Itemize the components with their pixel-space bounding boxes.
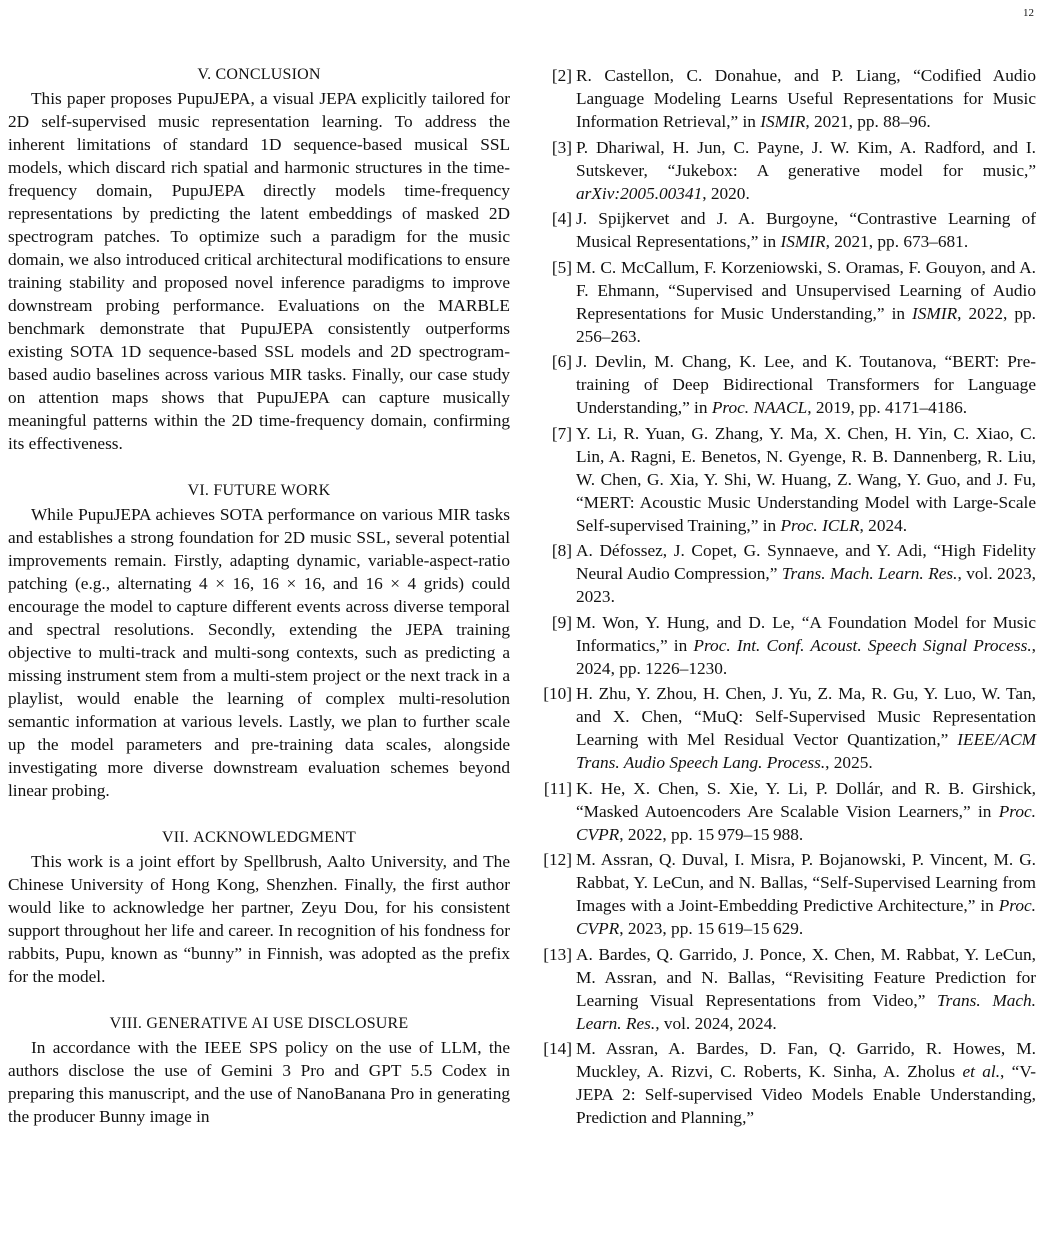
reference-number: [9]: [551, 612, 572, 632]
paragraph: This paper proposes PupuJEPA, a visual JEPA explicitly tailored for 2D self-supervised music representation learning. To address the inherent limitations of standard 1D sequence-based musical SSL models, which discard rich spatial and harmonic structures in the time-frequency domain, PupuJEPA directly models time-frequency representations by predicting the latent embeddings of masked 2D spectrogram patches. To optimize such a paradigm for the music domain, we also introduced critical architectural modifications to ensure training stability and proposed novel inference paradigms to improve downstream probing performance. Evaluations on the MARBLE benchmark demonstrate that PupuJEPA consistently outperforms existing SOTA 1D sequence-based SSL models and 2D spectrogram-based audio baselines across various MIR tasks. Finally, our case study on attention maps shows that PupuJEPA can capture musically meaningful patterns within the 2D time-frequency domain, confirming its effectiveness.: [8, 89, 510, 453]
reference-item: [540, 539, 1036, 608]
reference-number: [12]: [543, 850, 572, 869]
section-numeral: VIII.: [109, 1015, 143, 1032]
reference-tail: , vol. 2024, 2024.: [655, 1013, 777, 1033]
reference-tail: , 2021, pp. 88–96.: [805, 112, 931, 131]
reference-text: M. Assran, Q. Duval, I. Misra, P. Bojanowski, P. Vincent, M. G. Rabbat, Y. LeCun, and N. Ballas, “Self-Supervised Learning from Images with a Joint-Embedding Predictive Architecture,” in: [576, 850, 1036, 915]
reference-item: [540, 848, 1036, 940]
reference-tail: , 2023, pp. 15 619–15 629.: [619, 919, 804, 938]
paragraph: This work is a joint effort by Spellbrush, Aalto University, and The Chinese University of Hong Kong, Shenzhen. Finally, the first author would like to acknowledge her partner, Zeyu Dou, for his consistent support throughout her life and career. In recognition of his fondness for rabbits, Pupu, known as “bunny” in Finnish, was adopted as the prefix for the model.: [8, 852, 510, 986]
section-acknowledgment: [8, 827, 510, 988]
reference-tail: , 2022, pp. 15 979–15 988.: [619, 824, 804, 844]
references-column: [540, 64, 1036, 1132]
reference-number: [5]: [551, 257, 572, 277]
reference-text: P. Dhariwal, H. Jun, C. Payne, J. W. Kim, A. Radford, and I. Sutskever, “Jukebox: A generative model for music,”: [576, 137, 1036, 180]
reference-text: K. He, X. Chen, S. Xie, Y. Li, P. Dollár, and R. B. Girshick, “Masked Autoencoders Are Scalable Vision Learners,” in: [576, 778, 1036, 821]
section-heading: [8, 827, 510, 849]
section-generative-ai-disclosure: [8, 1013, 510, 1128]
reference-venue: Trans. Mach. Learn. Res.: [781, 564, 958, 583]
reference-venue: Proc. Int. Conf. Acoust. Speech Signal Process.: [693, 635, 1032, 655]
reference-text: J. Devlin, M. Chang, K. Lee, and K. Toutanova, “BERT: Pre-training of Deep Bidirectional Transformers for Language Understanding,” in: [576, 352, 1036, 417]
section-title-initial: C: [215, 66, 227, 83]
reference-item: [540, 611, 1036, 680]
section-heading: [8, 1013, 510, 1035]
reference-venue: Proc. NAACL: [711, 398, 808, 417]
reference-number: [6]: [551, 352, 572, 371]
reference-venue: ISMIR: [760, 112, 806, 131]
reference-text: M. C. McCallum, F. Korzeniowski, S. Oramas, F. Gouyon, and A. F. Ehmann, “Supervised and Unsupervised Learning of Audio Representations for Music Understanding,” in: [576, 257, 1036, 323]
reference-tail: , 2019, pp. 4171–4186.: [807, 398, 968, 417]
reference-item: [540, 207, 1036, 253]
reference-number: [8]: [551, 541, 572, 560]
reference-venue: Trans. Mach. Learn. Res.: [576, 990, 1036, 1033]
reference-text: A. Défossez, J. Copet, G. Synnaeve, and Y. Adi, “High Fidelity Neural Audio Compression,”: [576, 541, 1036, 583]
reference-item: [540, 256, 1036, 348]
reference-tail: , vol. 2023, 2023.: [576, 564, 1037, 606]
reference-venue: Proc. ICLR: [780, 515, 860, 535]
reference-item: [540, 943, 1036, 1035]
section-numeral: V.: [197, 66, 212, 83]
paragraph: While PupuJEPA achieves SOTA performance on various MIR tasks and establishes a strong foundation for 2D music SSL, several potential improvements remain. Firstly, adapting dynamic, variable-aspect-ratio patching (e.g., alternating 4 × 16, 16 × 16, and 16 × 4 grids) could encourage the model to capture different events across diverse temporal and spectral resolutions. Secondly, extending the JEPA training objective to multi-track and multi-song contexts, such as predicting a missing instrument stem from a multi-stem project or the next track in a playlist, would enable the learning of complex multi-resolution semantic information at various levels. Lastly, we plan to further scale up the model parameters and pre-training data scales, alongside investigating more diverse downstream evaluation schemes beyond linear probing.: [8, 505, 510, 800]
reference-number: [2]: [551, 66, 572, 85]
reference-text: A. Bardes, Q. Garrido, J. Ponce, X. Chen, M. Rabbat, Y. LeCun, M. Assran, and N. Ballas, “Revisiting Feature Prediction for Learning Visual Representations from Video,”: [576, 944, 1036, 1010]
section-heading: [8, 64, 510, 86]
paragraph: In accordance with the IEEE SPS policy on the use of LLM, the authors disclose the use of Gemini 3 Pro and GPT 5.5 Codex in preparing this manuscript, and the use of NanoBanana Pro in generating the producer Bunny image in: [8, 1038, 510, 1126]
reference-item: [540, 682, 1036, 774]
reference-item: [540, 777, 1036, 846]
reference-venue: ISMIR: [780, 232, 826, 251]
reference-tail: , 2025.: [825, 753, 873, 772]
section-title-initial: F: [213, 482, 223, 499]
section-title-rest: ENERATIVE AI USE DISCLOSURE: [158, 1015, 409, 1032]
section-title-rest: CKNOWLEDGMENT: [204, 829, 356, 846]
reference-text: J. Spijkervet and J. A. Burgoyne, “Contrastive Learning of Musical Representations,” in: [576, 209, 1036, 251]
reference-venue: arXiv:2005.00341: [576, 183, 703, 203]
reference-item: [540, 64, 1036, 133]
page-number: 12: [1023, 7, 1034, 19]
left-column: [8, 64, 510, 1128]
section-title-initial: G: [146, 1015, 159, 1032]
section-future-work: [8, 480, 510, 802]
reference-number: [14]: [543, 1039, 572, 1058]
reference-item: [540, 1037, 1036, 1129]
reference-venue: Proc. CVPR: [576, 896, 1036, 938]
reference-text: H. Zhu, Y. Zhou, H. Chen, J. Yu, Z. Ma, R. Gu, Y. Luo, W. Tan, and X. Chen, “MuQ: Self-Supervised Music Representation Learning with Mel Residual Vector Quantization,”: [576, 684, 1036, 749]
section-title-rest: ONCLUSION: [226, 66, 321, 83]
section-numeral: VII.: [161, 829, 189, 846]
reference-venue: et al.: [962, 1062, 1001, 1081]
reference-text: M. Assran, A. Bardes, D. Fan, Q. Garrido, R. Howes, M. Muckley, A. Rizvi, C. Roberts, K. Sinha, A. Zholus: [576, 1039, 1036, 1081]
section-heading: [8, 480, 510, 502]
reference-text: R. Castellon, C. Donahue, and P. Liang, “Codified Audio Language Modeling Learns Useful Representations for Music Information Retrieval,” in: [576, 66, 1036, 131]
reference-venue: IEEE/ACM Trans. Audio Speech Lang. Process.: [576, 730, 1036, 772]
reference-number: [7]: [551, 423, 572, 443]
reference-item: [540, 136, 1036, 205]
reference-text: M. Won, Y. Hung, and D. Le, “A Foundation Model for Music Informatics,” in: [576, 612, 1036, 655]
reference-tail: , 2021, pp. 673–681.: [825, 232, 969, 251]
reference-number: [13]: [543, 944, 572, 964]
reference-tail: , 2024.: [859, 515, 908, 535]
reference-tail: , 2024, pp. 1226–1230.: [576, 635, 1036, 678]
reference-item: [540, 422, 1036, 537]
reference-number: [10]: [543, 684, 572, 703]
reference-venue: Proc. CVPR: [576, 801, 1036, 844]
section-conclusion: [8, 64, 510, 455]
reference-item: [540, 350, 1036, 419]
reference-number: [3]: [551, 137, 572, 157]
section-title-initial: A: [193, 829, 205, 846]
reference-text: Y. Li, R. Yuan, G. Zhang, Y. Ma, X. Chen, H. Yin, C. Xiao, C. Lin, A. Ragni, E. Benetos, N. Gyenge, R. B. Dannenberg, R. Liu, W. Chen, G. Xia, Y. Shi, W. Huang, Z. Wang, Y. Guo, and J. Fu, “MERT: Acoustic Music Understanding Model with Large-Scale Self-supervised Training,” in: [576, 423, 1036, 535]
reference-number: [11]: [543, 778, 572, 798]
reference-venue: ISMIR: [912, 303, 958, 323]
reference-number: [4]: [551, 209, 572, 228]
reference-tail: , “V-JEPA 2: Self-supervised Video Models Enable Understanding, Prediction and Planning,”: [576, 1062, 1036, 1127]
reference-tail: , 2020.: [702, 183, 750, 203]
reference-tail: , 2022, pp. 256–263.: [576, 303, 1036, 346]
section-numeral: VI.: [187, 482, 210, 499]
section-title-rest: UTURE WORK: [222, 482, 331, 499]
